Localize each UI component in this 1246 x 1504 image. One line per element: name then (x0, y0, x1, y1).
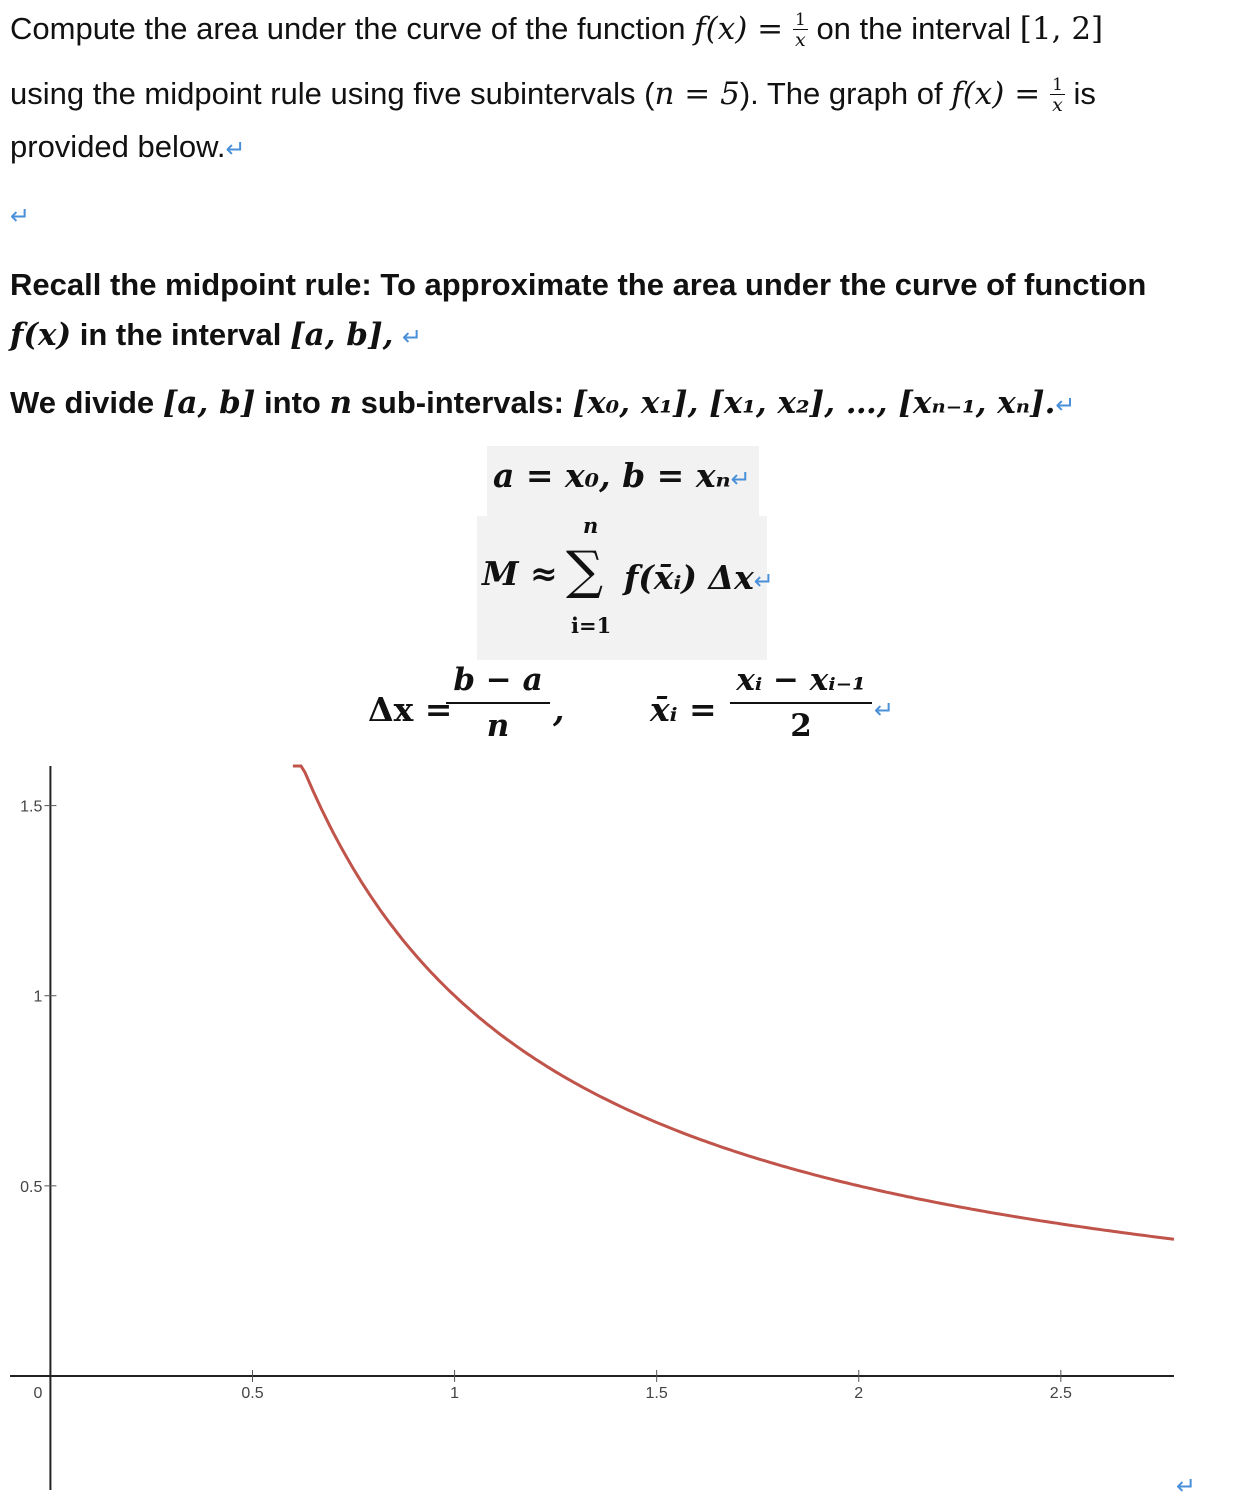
fraction-numerator-2: 1 (1052, 75, 1063, 95)
endpoints-text: a = x₀, b = xₙ (493, 456, 731, 495)
problem-text-b: on the interval (807, 11, 1020, 47)
problem-text-a: Compute the area under the curve of the function (10, 11, 695, 47)
x-tick-label: 0.5 (241, 1384, 264, 1402)
x-tick-label: 2 (854, 1384, 864, 1402)
n-equals-five: n = 5 (654, 76, 740, 113)
return-icon: ↵ (225, 135, 246, 163)
delta-x-fraction (446, 662, 550, 744)
xbar-denominator: 2 (790, 708, 812, 744)
recall-interval-ab: [a, b], (289, 317, 394, 353)
equals-sign: = (747, 11, 793, 48)
y-tick-label: 0 (33, 1384, 43, 1402)
problem-text-c: using the midpoint rule using five subintervals ( (10, 76, 655, 112)
x-tick-label: 1.5 (645, 1384, 668, 1402)
x-tick-label: 2.5 (1049, 1384, 1072, 1402)
delta-x-denominator: n (486, 708, 510, 744)
recall-text-1: Recall the midpoint rule: To approximate the area under the curve of function (10, 267, 1147, 302)
delta-x-text: Δx = (368, 690, 453, 729)
y-tick-label: 1.5 (20, 798, 43, 816)
fraction-denominator-2: x (1052, 94, 1063, 116)
return-icon: ↵ (730, 465, 751, 493)
sum-body-text: f(x̄ᵢ) Δx (624, 558, 754, 597)
function-fx-2: f(x) (951, 76, 1005, 113)
sum-lower-limit (571, 613, 611, 638)
curve-1-over-x (293, 766, 1174, 1239)
function-graph (0, 760, 1246, 1504)
function-fx: f(x) (694, 11, 748, 48)
delta-x-numerator: b − a (446, 662, 550, 704)
x-tick-label: 1 (450, 1384, 460, 1402)
delta-x-label (368, 690, 452, 729)
sigma-text: ∑ (566, 541, 604, 601)
problem-line-3 (10, 131, 246, 162)
comma-text: , (553, 690, 565, 729)
y-tick-label: 1 (33, 988, 43, 1006)
return-icon: ↵ (753, 567, 774, 595)
xbar-numerator: xᵢ − xᵢ₋₁ (730, 662, 872, 704)
recall-interval-ab-2: [a, b] (162, 385, 256, 421)
subinterval-list: [x₀, x₁], [x₁, x₂], …, [xₙ₋₁, xₙ]. (572, 385, 1056, 421)
fraction-one-over-x (793, 12, 808, 50)
recall-text-3c: sub-intervals: (352, 385, 573, 420)
problem-text-d: ). The graph of (739, 76, 952, 112)
fraction-denominator: x (795, 29, 806, 51)
recall-line-2 (10, 319, 422, 351)
final-return (1176, 1468, 1196, 1499)
recall-text-2: in the interval (71, 317, 290, 352)
return-icon: ↵ (1176, 1472, 1197, 1500)
sigma-symbol (566, 541, 603, 601)
sum-upper-limit (583, 513, 598, 538)
endpoints-equation (493, 456, 751, 495)
return-icon: ↵ (874, 696, 895, 724)
fraction-one-over-x-2 (1050, 77, 1065, 115)
recall-fx: f(x) (10, 317, 72, 353)
recall-text-3a: We divide (10, 385, 163, 420)
interval-value: [1, 2] (1019, 11, 1104, 48)
fraction-numerator: 1 (795, 10, 806, 30)
y-tick-label: 0.5 (20, 1178, 43, 1196)
sum-body (624, 558, 774, 597)
problem-line-1 (10, 12, 1103, 50)
return-icon: ↵ (402, 323, 423, 351)
recall-line-1 (10, 269, 1146, 300)
problem-text-e: is (1064, 76, 1096, 112)
recall-n: n (329, 385, 353, 421)
sum-left-text: M ≈ (482, 554, 558, 593)
sum-lower-text: i=1 (571, 613, 612, 638)
formula-comma (553, 690, 565, 729)
xbar-label (650, 690, 717, 729)
sum-upper-text: n (583, 513, 599, 538)
xbar-return (874, 692, 894, 723)
problem-text-f: provided below. (10, 129, 226, 164)
xbar-text: x̄ᵢ = (650, 690, 717, 729)
xbar-fraction (730, 662, 872, 744)
recall-line-3 (10, 387, 1076, 419)
recall-text-3b: into (255, 385, 330, 420)
return-icon: ↵ (10, 202, 31, 230)
midpoint-sum-formula (482, 554, 558, 593)
empty-paragraph (10, 198, 30, 229)
return-icon: ↵ (1055, 391, 1076, 419)
problem-line-2 (10, 77, 1096, 115)
equals-sign-2: = (1004, 76, 1051, 113)
